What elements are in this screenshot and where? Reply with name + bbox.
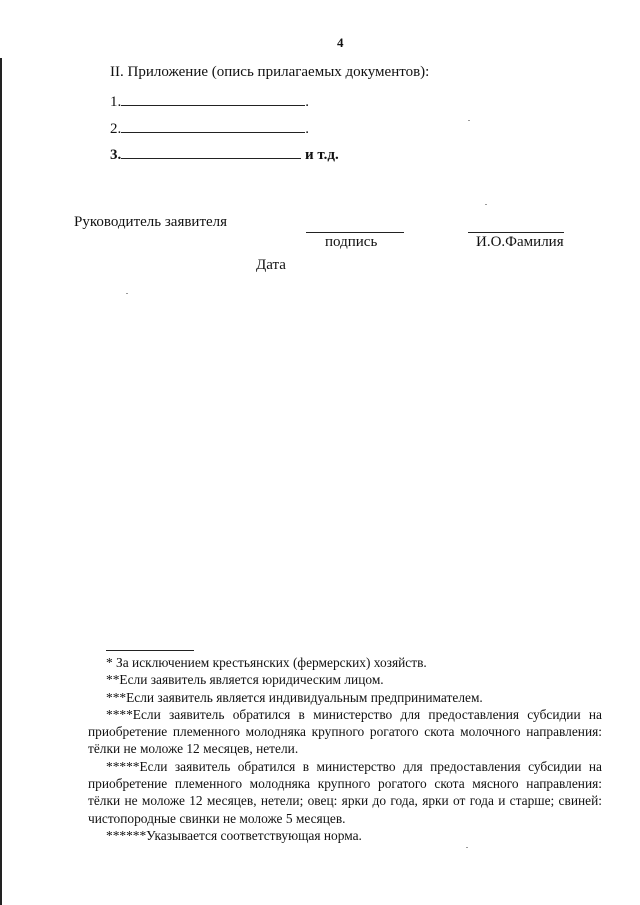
scan-speck <box>468 120 470 121</box>
document-item-suffix: и т.д. <box>301 147 339 163</box>
document-item-blank-line <box>121 118 305 133</box>
date-label: Дата <box>256 257 286 273</box>
document-item-1 <box>110 91 309 111</box>
footnote: *****Если заявитель обратился в министерство для предоставления субсидии на приобретение племенного молодняка крупного рогатого скота мясного направления: тёлки не моложе 12 месяцев, нетели; овец: ярки до года, ярки от года и старше; свиней: чистопородные свинки не моложе 5 месяцев. <box>88 758 602 826</box>
name-line <box>468 232 564 233</box>
name-caption: И.О.Фамилия <box>476 234 564 250</box>
footnote-separator <box>106 650 194 651</box>
footnote: ******Указывается соответствующая норма. <box>106 827 362 843</box>
footnote: ****Если заявитель обратился в министерство для предоставления субсидии на приобретение племенного молодняка крупного рогатого скота молочного направления: тёлки не моложе 12 месяцев, нетели. <box>88 706 602 757</box>
scan-speck <box>485 204 487 205</box>
document-item-suffix: . <box>305 94 309 110</box>
scan-speck <box>126 293 128 294</box>
footnote: **Если заявитель является юридическим лицом. <box>106 672 384 688</box>
document-item-3 <box>110 144 339 164</box>
document-item-blank-line <box>121 91 305 106</box>
document-item-2 <box>110 118 309 138</box>
footnote: ***Если заявитель является индивидуальным предпринимателем. <box>106 689 483 705</box>
signature-line <box>306 232 404 233</box>
document-item-suffix: . <box>305 121 309 137</box>
head-of-applicant-label: Руководитель заявителя <box>74 214 228 230</box>
scan-speck <box>466 847 468 848</box>
document-item-number: 3. <box>110 147 122 163</box>
document-item-number: 2. <box>110 121 122 137</box>
scan-edge-line <box>0 58 2 905</box>
page-number: 4 <box>337 35 344 50</box>
footnote: * За исключением крестьянских (фермерских) хозяйств. <box>106 655 427 670</box>
footnotes <box>88 654 602 844</box>
document-item-number: 1. <box>110 94 122 110</box>
appendix-title: II. Приложение (опись прилагаемых документов): <box>110 64 430 80</box>
signature-caption: подпись <box>325 234 378 250</box>
document-item-blank-line <box>121 144 301 159</box>
